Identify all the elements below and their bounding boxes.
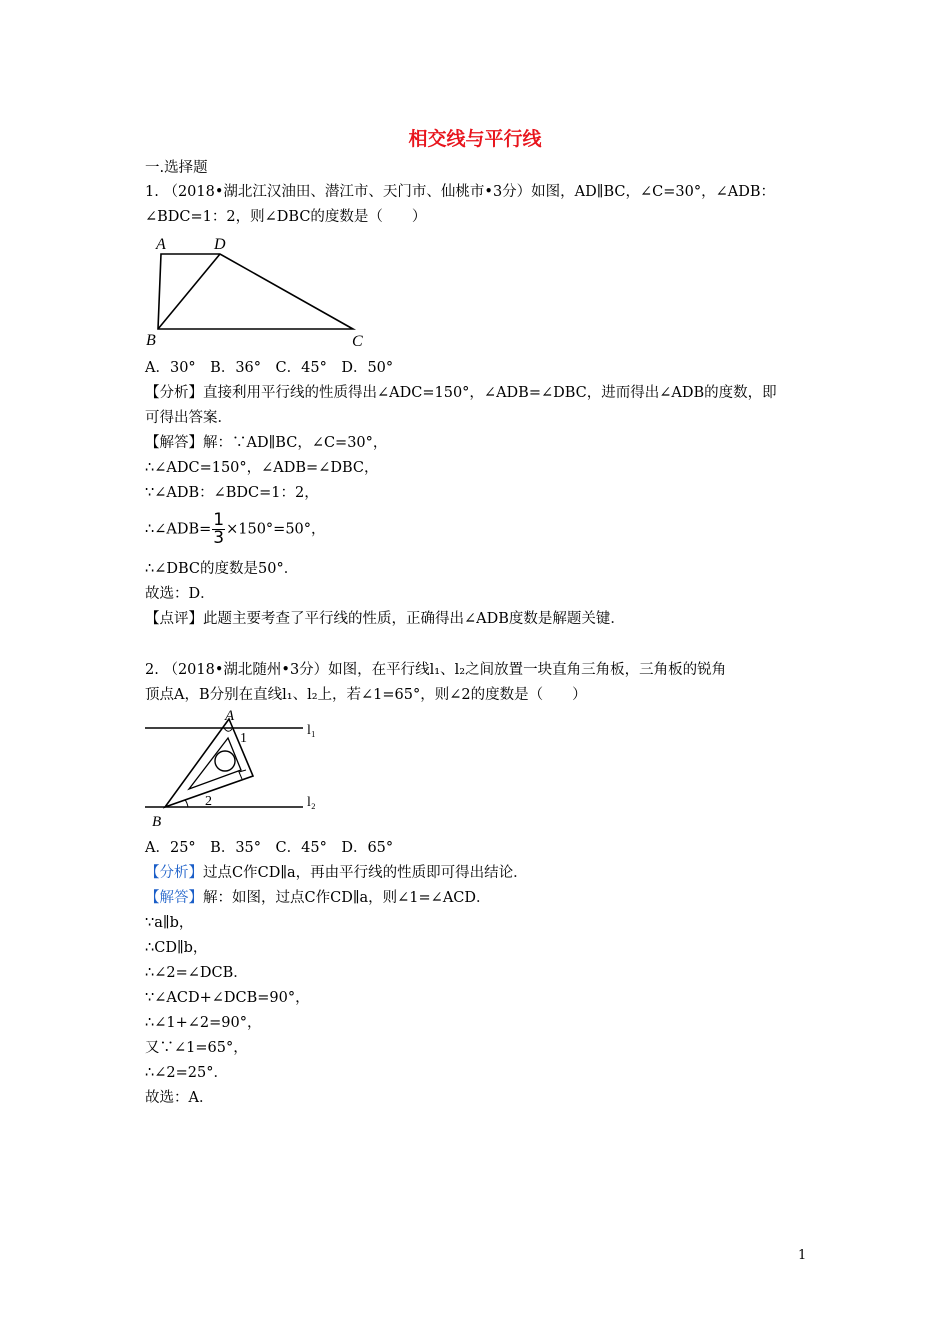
q2-solution-line5: ∵∠ACD+∠DCB=90°，	[145, 990, 310, 1006]
q2-label-angle1: 1	[240, 731, 247, 746]
page-number: 1	[798, 1248, 807, 1263]
section-heading: 一.选择题	[145, 160, 208, 176]
q1-label-b: B	[146, 332, 156, 349]
q1-figure	[140, 232, 380, 350]
q2-solution-line2: ∵a∥b，	[145, 915, 194, 931]
q2-analysis-text: 过点C作CD∥a，再由平行线的性质即可得出结论．	[203, 865, 528, 881]
q1-sol4-prefix: ∴∠ADB=	[145, 521, 212, 538]
q2-stem-line2: 顶点A，B分别在直线l₁、l₂上，若∠1=65°，则∠2的度数是（ ）	[145, 687, 587, 703]
q1-solution-line1: 【解答】解：∵AD∥BC，∠C=30°，	[145, 435, 388, 451]
fraction-denominator: 3	[213, 528, 225, 548]
q1-label-c: C	[352, 333, 363, 350]
q2-set-square-hole	[215, 751, 235, 771]
q1-solution-line6: 故选：D．	[145, 586, 215, 602]
q2-solution-line8: ∴∠2=25°．	[145, 1065, 228, 1081]
q2-solution-text: 解：如图，过点C作CD∥a，则∠1=∠ACD．	[203, 890, 491, 906]
q1-comment: 【点评】此题主要考查了平行线的性质，正确得出∠ADB度数是解题关键．	[145, 611, 625, 627]
q2-solution-line9: 故选：A．	[145, 1090, 214, 1106]
q1-stem-line1: 1. （2018•湖北江汉油田、潜江市、天门市、仙桃市•3分）如图，AD∥BC，∠C=30°，∠ADB：	[145, 184, 775, 200]
q2-solution-line1	[145, 888, 491, 908]
q2-label-angle2: 2	[205, 794, 212, 809]
q2-label-l2: l₂	[307, 795, 316, 810]
q2-label-a: A	[225, 708, 235, 724]
q2-solution-line6: ∴∠1+∠2=90°，	[145, 1015, 262, 1031]
q2-stem-line1: 2. （2018•湖北随州•3分）如图，在平行线l₁、l₂之间放置一块直角三角板，三角板的锐角	[145, 662, 727, 678]
q1-solution-line3: ∵∠ADB：∠BDC=1：2，	[145, 485, 319, 501]
q1-stem-line2: ∠BDC=1：2，则∠DBC的度数是（ ）	[145, 209, 427, 225]
q1-analysis-line1: 【分析】直接利用平行线的性质得出∠ADC=150°，∠ADB=∠DBC，进而得出∠ADB的度数，即	[145, 385, 777, 401]
q2-label-l1: l₁	[307, 723, 316, 738]
q2-label-b: B	[152, 814, 162, 830]
q1-solution-line4	[145, 512, 326, 547]
q2-solution-line3: ∴CD∥b，	[145, 940, 208, 956]
q2-angle2-arc	[185, 800, 188, 807]
q1-analysis-line2: 可得出答案．	[145, 410, 232, 426]
q1-diagonal-bd	[158, 254, 220, 329]
q1-options: A．30° B．36° C．45° D．50°	[145, 360, 394, 376]
q2-right-angle-mark	[239, 770, 246, 779]
q2-solution-line4: ∴∠2=∠DCB．	[145, 965, 248, 981]
q1-label-a: A	[156, 236, 166, 253]
q2-solution-tag: 【解答】	[145, 890, 203, 906]
q1-solution-line5: ∴∠DBC的度数是50°．	[145, 561, 299, 577]
q2-analysis	[145, 863, 528, 883]
fraction-numerator: 1	[213, 510, 225, 530]
q2-analysis-tag: 【分析】	[145, 865, 203, 881]
q1-fraction	[212, 512, 225, 547]
q2-figure	[140, 708, 330, 830]
q2-solution-line7: 又∵∠1=65°，	[145, 1040, 248, 1056]
q1-label-d: D	[214, 236, 226, 253]
q1-solution-line2: ∴∠ADC=150°，∠ADB=∠DBC，	[145, 460, 379, 476]
q1-trapezoid	[158, 254, 353, 329]
q2-options: A．25° B．35° C．45° D．65°	[145, 840, 394, 856]
page-title: 相交线与平行线	[408, 128, 542, 150]
q1-sol4-suffix: ×150°=50°，	[226, 521, 326, 538]
